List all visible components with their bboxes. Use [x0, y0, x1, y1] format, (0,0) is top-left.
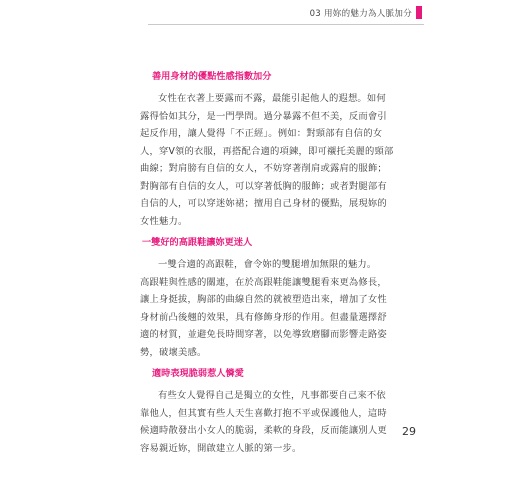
- section-heading: 適時表現脆弱惹人憐愛: [152, 368, 244, 379]
- section-heading: 一雙好的高跟鞋讓妳更迷人: [142, 237, 253, 248]
- header-rule: [148, 24, 424, 25]
- text-line: 高跟鞋與性感的關連，在於高跟鞋能讓雙腿看來更為修長，: [140, 276, 387, 288]
- text-line: 一雙合適的高跟鞋，會令妳的雙腿增加無限的魅力。: [158, 259, 377, 270]
- text-line: 對胸部有自信的女人，可以穿著低胸的服飾；或者對腿部有: [140, 180, 387, 192]
- section-heading: 善用身材的優點性感指數加分: [152, 71, 272, 82]
- text-line: 人，穿V領的衣服，再搭配合適的項鍊，即可襯托美麗的頸部: [140, 145, 394, 157]
- text-line: 女性魅力。: [140, 215, 188, 227]
- text-line: 露得恰如其分，是一門學問。過分暴露不但不美，反而會引: [140, 110, 387, 122]
- chapter-title: 03 用妳的魅力為人脈加分: [309, 8, 412, 19]
- section-show-vulnerability: [140, 367, 396, 457]
- section-body-advantages: [140, 70, 396, 230]
- text-line: 適的材質，並避免長時間穿著，以免導致磨腳而影響走路姿: [140, 329, 387, 340]
- page-content: [140, 70, 396, 463]
- paragraph: [140, 256, 396, 361]
- running-header: [310, 6, 422, 19]
- paragraph: [140, 90, 396, 230]
- header-accent-bar: [416, 6, 422, 19]
- text-line: 讓上身挺拔，胸部的曲線自然的就被塑造出來，增加了女性: [140, 294, 387, 305]
- text-line: 身材前凸後翹的效果，具有修飾身形的作用。但盡量選擇舒: [140, 311, 387, 323]
- text-line: 靠他人，但其實有些人天生喜歡打抱不平或保護他人，這時: [140, 407, 387, 419]
- text-line: 女性在衣著上要露而不露，最能引起他人的遐想。如何: [158, 93, 386, 104]
- text-line: 容易親近妳，開啟建立人脈的第一步。: [140, 442, 302, 454]
- text-line: 有些女人覺得自己是獨立的女性，凡事都要自己來不依: [158, 390, 386, 401]
- paragraph: [140, 387, 396, 457]
- text-line: 起反作用，讓人覺得「不正經」。例如：對頸部有自信的女: [140, 128, 383, 139]
- text-line: 候適時散發出小女人的脆弱，柔軟的身段，反而能讓別人更: [140, 425, 387, 436]
- text-line: 曲線；對肩膀有自信的女人，不妨穿著削肩或露肩的服飾；: [140, 163, 387, 174]
- text-line: 自信的人，可以穿迷妳裙；擅用自己身材的優點，展現妳的: [140, 198, 387, 209]
- section-high-heels: [140, 236, 396, 361]
- text-line: 勢，破壞美感。: [140, 346, 207, 358]
- page-number: 29: [402, 425, 416, 438]
